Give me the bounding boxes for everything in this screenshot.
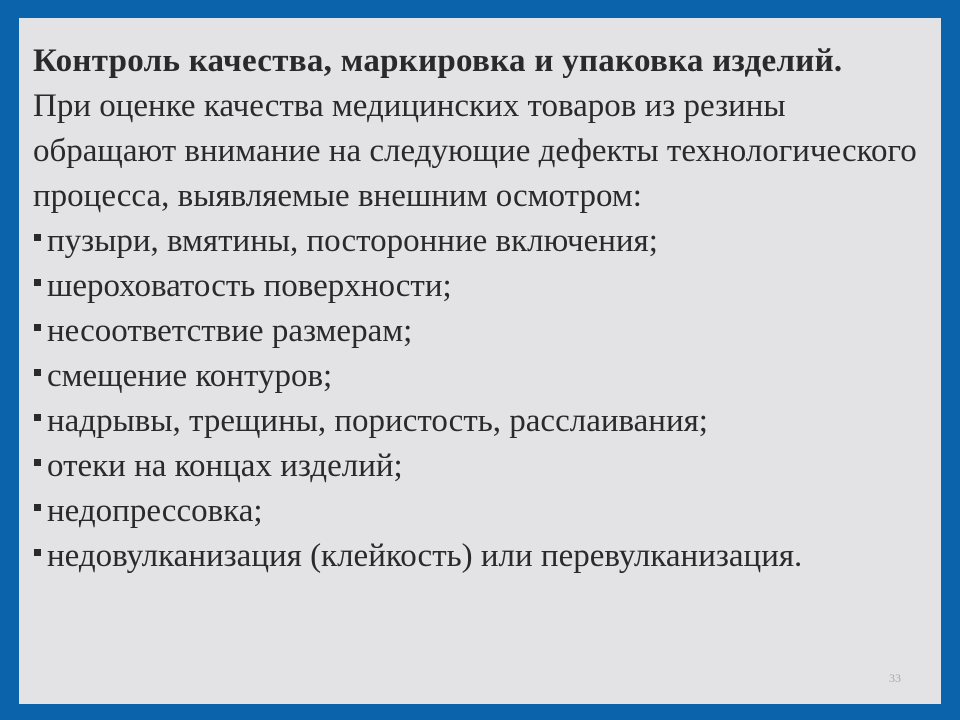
square-bullet-icon [34,549,41,556]
list-item [33,309,933,354]
list-item-text: шероховатость поверхности; [47,268,452,304]
list-item-text: недопрессовка; [47,493,263,529]
list-item-text: смещение контуров; [47,358,333,394]
slide-panel [19,18,941,704]
list-item-text: несоответствие размерам; [47,313,413,349]
page-number: 33 [889,671,901,685]
list-item-text: пузыри, вмятины, посторонние включения; [47,223,658,259]
list-item [33,444,933,489]
square-bullet-icon [34,414,41,421]
square-bullet-icon [34,504,41,511]
intro-paragraph: При оценке качества медицинских товаров из резины обращают внимание на следующие дефекты технологического процесса, выявляемые внешним осмотром: [33,88,917,214]
list-item [33,354,933,399]
list-item [33,264,933,309]
list-item [33,399,933,444]
square-bullet-icon [34,324,41,331]
square-bullet-icon [34,279,41,286]
list-item [33,219,933,264]
slide-content [33,39,933,579]
square-bullet-icon [34,459,41,466]
list-item [33,489,933,534]
defects-list [33,219,933,579]
square-bullet-icon [34,234,41,241]
list-item-text: недовулканизация (клейкость) или перевулканизация. [47,538,803,574]
list-item-text: надрывы, трещины, пористость, расслаивания; [47,403,708,439]
slide-heading: Контроль качества, маркировка и упаковка изделий. [33,43,843,79]
list-item-text: отеки на концах изделий; [47,448,403,484]
list-item [33,534,933,579]
square-bullet-icon [34,369,41,376]
